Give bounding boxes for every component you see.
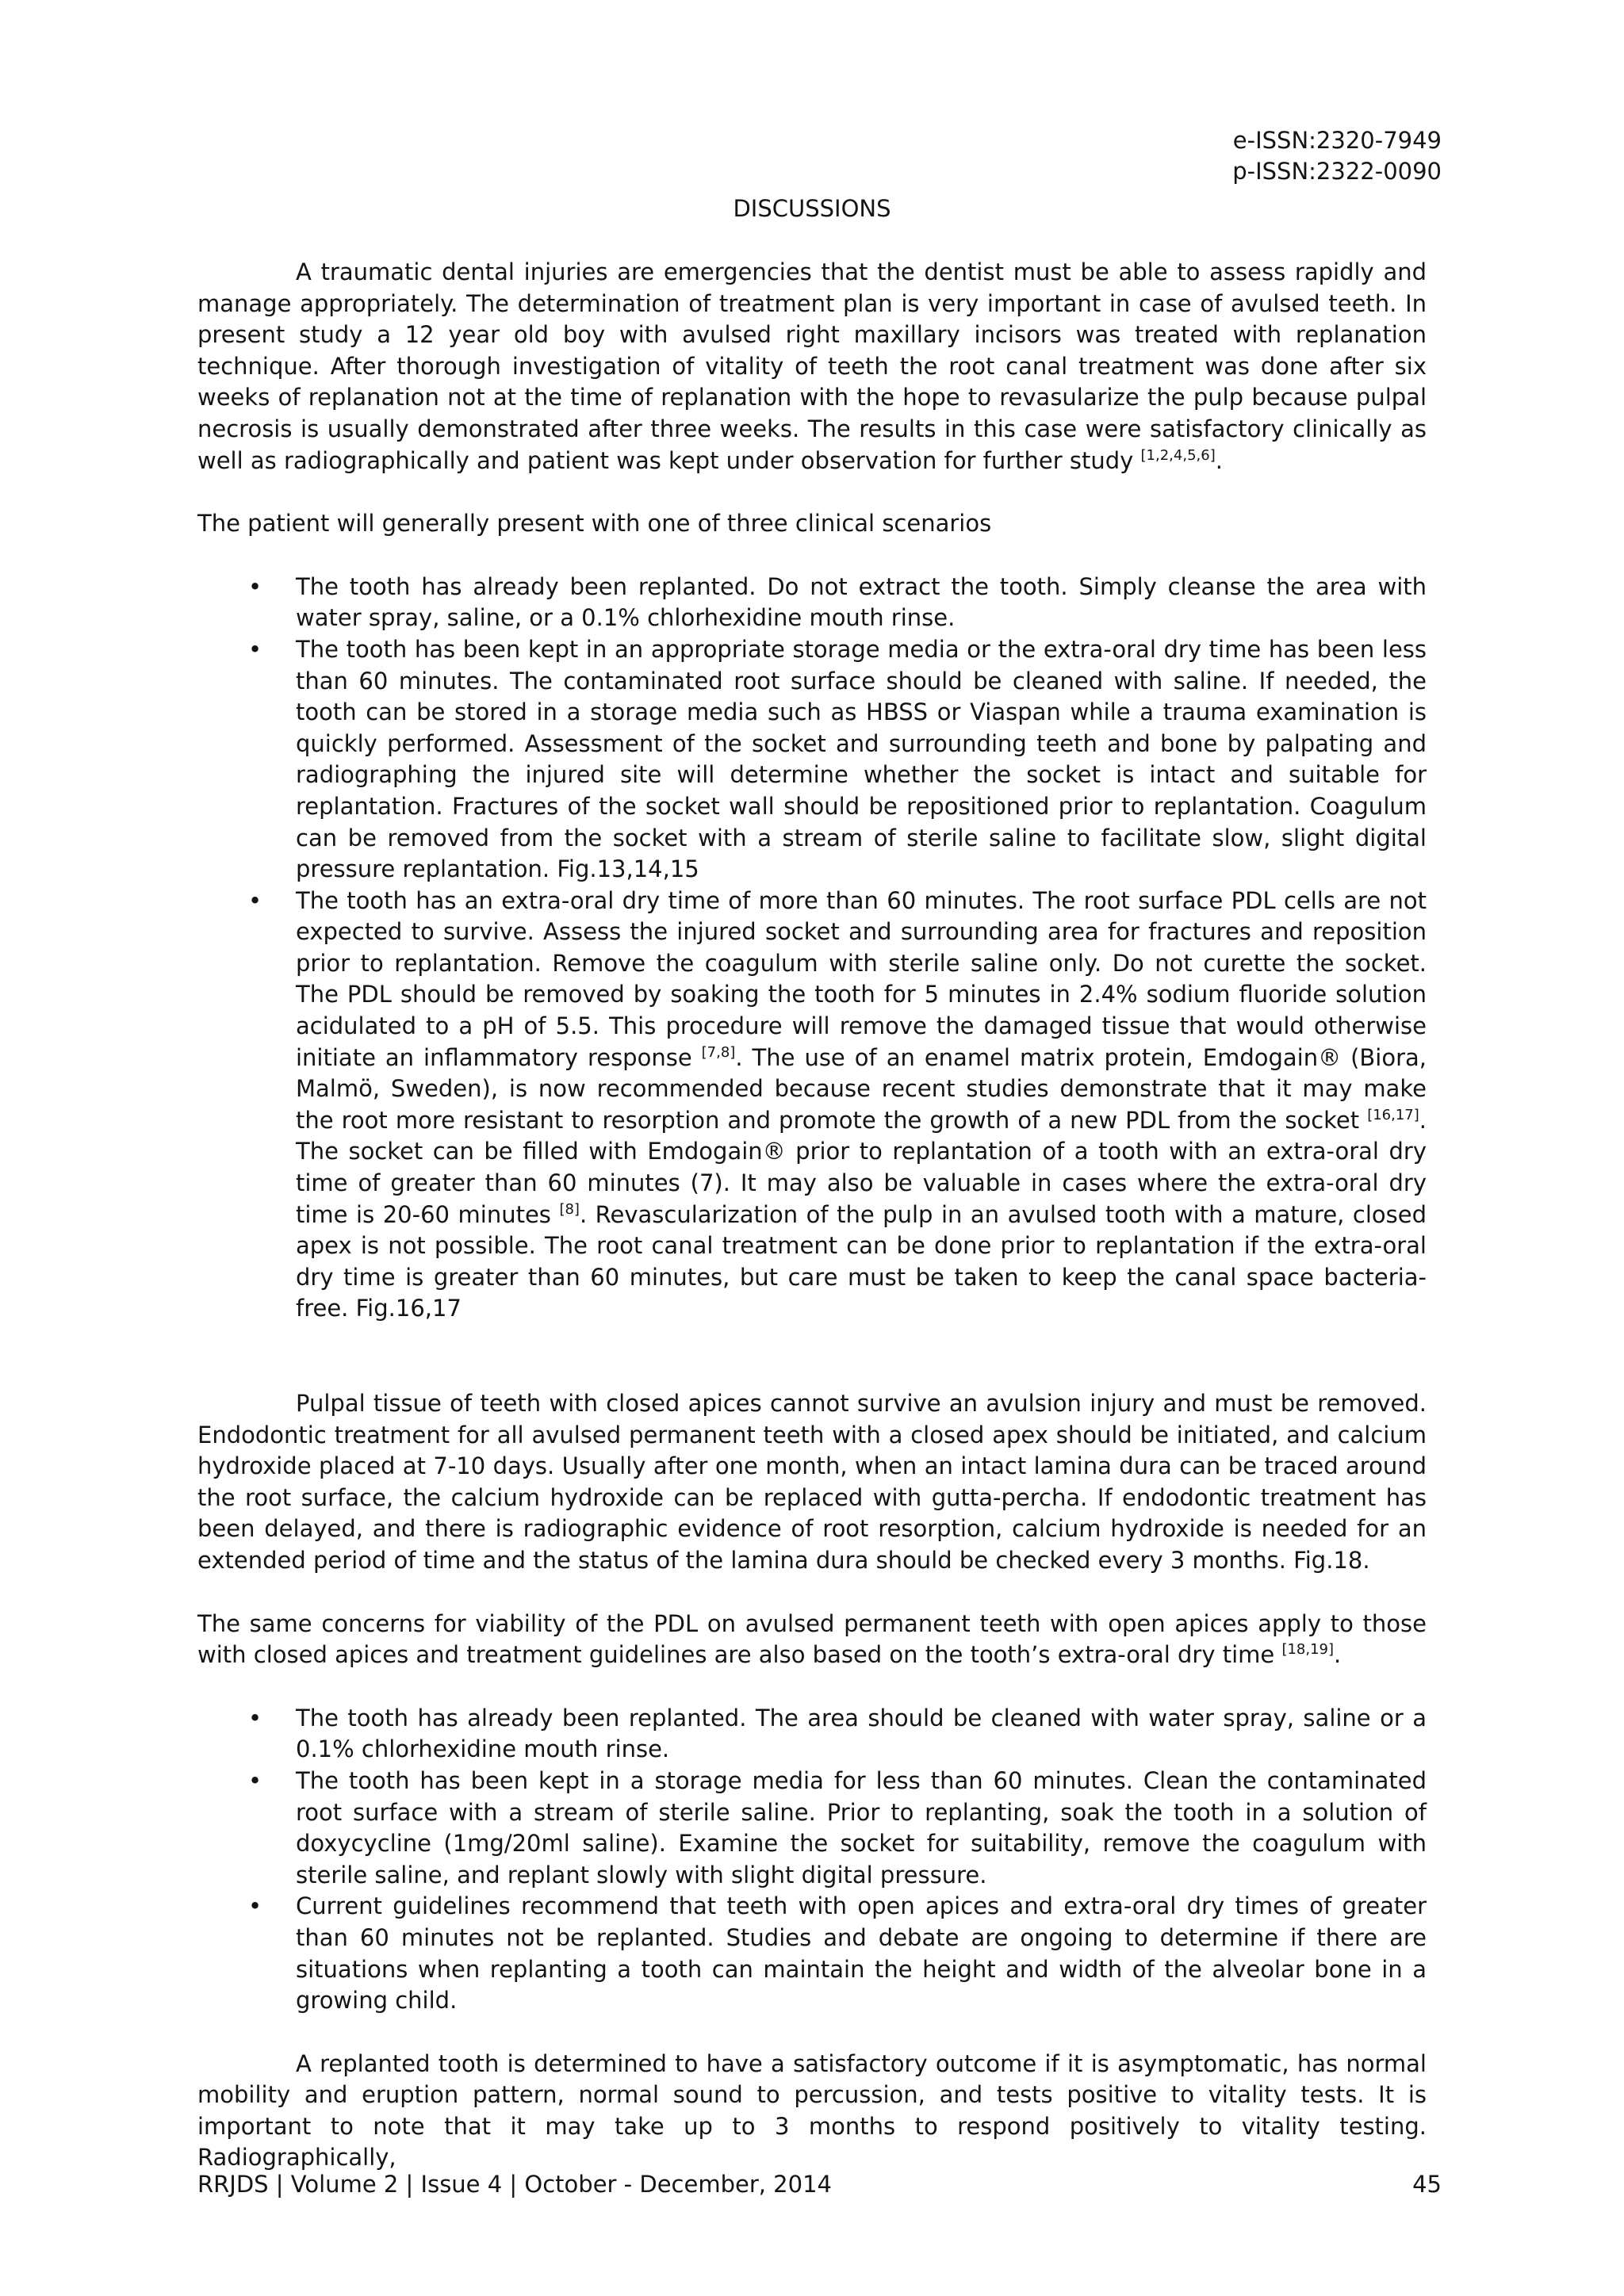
list-item: • The tooth has an extra-oral dry time of more than 60 minutes. The root surface PDL cells are not expected to survive. Assess the injured socket and surrounding area for fractures and reposition prior to replantation. Remove the coagulum with sterile saline only. Do not curette the socket. The PDL should be removed by soaking the tooth for 5 minutes in 2.4% sodium fluoride solution acidulated to a pH of 5.5. This procedure will remove the damaged tissue that would otherwise initiate an inflammatory response [7,8]. The use of an enamel matrix protein, Emdogain® (Biora, Malmö, Sweden), is now recommended because recent studies demonstrate that it may make the root more resistant to resorption and promote the growth of a new PDL from the socket [16,17]. The socket can be filled with Emdogain® prior to replantation of a tooth with an extra-oral dry time of greater than 60 minutes (7). It may also be valuable in cases where the extra-oral dry time is 20-60 minutes [8]. Revascularization of the pulp in an avulsed tooth with a mature, closed apex is not possible. The root canal treatment can be done prior to replantation if the extra-oral dry time is greater than 60 minutes, but care must be taken to keep the canal space bacteria-free. Fig.16,17: [248, 886, 1427, 1322]
paragraph-intro: A traumatic dental injuries are emergencies that the dentist must be able to assess rapidly and manage appropriately. The determination of treatment plan is very important in case of avulsed teeth. In present study a 12 year old boy with avulsed right maxillary incisors was treated with replanation technique. After thorough investigation of vitality of teeth the root canal treatment was done after six weeks of replanation not at the time of replanation with the hope to revasularize the pulp because pulpal necrosis is usually demonstrated after three weeks. The results in this case were satisfactory clinically as well as radiographically and patient was kept under observation for further study [1,2,4,5,6].: [197, 258, 1427, 474]
eissn: e-ISSN:2320-7949: [1232, 127, 1442, 154]
scenario-list-closed-apex: [197, 572, 1427, 1325]
bullet-icon: •: [248, 1892, 262, 1920]
page-number: 45: [1412, 2171, 1442, 2198]
bullet-icon: •: [248, 1704, 262, 1732]
list-item: • The tooth has already been replanted. The area should be cleaned with water spray, saline or a 0.1% chlorhexidine mouth rinse.: [248, 1704, 1427, 1763]
bullet-icon: •: [248, 1766, 262, 1794]
list-item: • The tooth has been kept in a storage media for less than 60 minutes. Clean the contaminated root surface with a stream of sterile saline. Prior to replanting, soak the tooth in a solution of doxycycline (1mg/20ml saline). Examine the socket for suitability, remove the coagulum with sterile saline, and replant slowly with slight digital pressure.: [248, 1766, 1427, 1888]
citation: [7,8]: [701, 1043, 736, 1061]
issn-block: [1232, 125, 1442, 187]
citation: [18,19]: [1281, 1641, 1335, 1659]
scenario-list-open-apex: [197, 1703, 1427, 2017]
citation: [16,17]: [1367, 1106, 1419, 1123]
paragraph-scenarios: The patient will generally present with one of three clinical scenarios: [197, 510, 992, 538]
list-item: • The tooth has already been replanted. Do not extract the tooth. Simply cleanse the area with water spray, saline, or a 0.1% chlorhexidine mouth rinse.: [248, 572, 1427, 632]
citation: [1,2,4,5,6]: [1140, 446, 1216, 464]
pissn: p-ISSN:2322-0090: [1232, 158, 1442, 185]
list-item: • The tooth has been kept in an appropriate storage media or the extra-oral dry time has been less than 60 minutes. The contaminated root surface should be cleaned with saline. If needed, the tooth can be stored in a storage media such as HBSS or Viaspan while a trauma examination is quickly performed. Assessment of the socket and surrounding teeth and bone by palpating and radiographing the injured site will determine whether the socket is intact and suitable for replantation. Fractures of the socket wall should be repositioned prior to replantation. Coagulum can be removed from the socket with a stream of sterile saline to facilitate slow, slight digital pressure replantation. Fig.13,14,15: [248, 635, 1427, 883]
article-body: [197, 257, 1427, 2174]
bullet-icon: •: [248, 572, 262, 600]
paragraph-outcome: A replanted tooth is determined to have a satisfactory outcome if it is asymptomatic, has normal mobility and eruption pattern, normal sound to percussion, and tests positive to vitality tests. It is important to note that it may take up to 3 months to respond positively to vitality testing. Radiographically,: [197, 2049, 1427, 2172]
list-item: • Current guidelines recommend that teeth with open apices and extra-oral dry times of greater than 60 minutes not be replanted. Studies and debate are ongoing to determine if there are situations when replanting a tooth can maintain the height and width of the alveolar bone in a growing child.: [248, 1892, 1427, 2015]
bullet-icon: •: [248, 886, 262, 914]
footer-journal: RRJDS | Volume 2 | Issue 4 | October - December, 2014: [197, 2171, 832, 2198]
section-heading: DISCUSSIONS: [733, 195, 891, 222]
paragraph-open-apices: The same concerns for viability of the PDL on avulsed permanent teeth with open apices apply to those with closed apices and treatment guidelines are also based on the tooth’s extra-oral dry time [18,19].: [197, 1609, 1427, 1669]
paragraph-closed-apices: Pulpal tissue of teeth with closed apices cannot survive an avulsion injury and must be removed. Endodontic treatment for all avulsed permanent teeth with a closed apex should be initiated, and calcium hydroxide placed at 7-10 days. Usually after one month, when an intact lamina dura can be traced around the root surface, the calcium hydroxide can be replaced with gutta-percha. If endodontic treatment has been delayed, and there is radiographic evidence of root resorption, calcium hydroxide is needed for an extended period of time and the status of the lamina dura should be checked every 3 months. Fig.18.: [197, 1390, 1427, 1574]
citation: [8]: [559, 1200, 580, 1218]
bullet-icon: •: [248, 635, 262, 663]
